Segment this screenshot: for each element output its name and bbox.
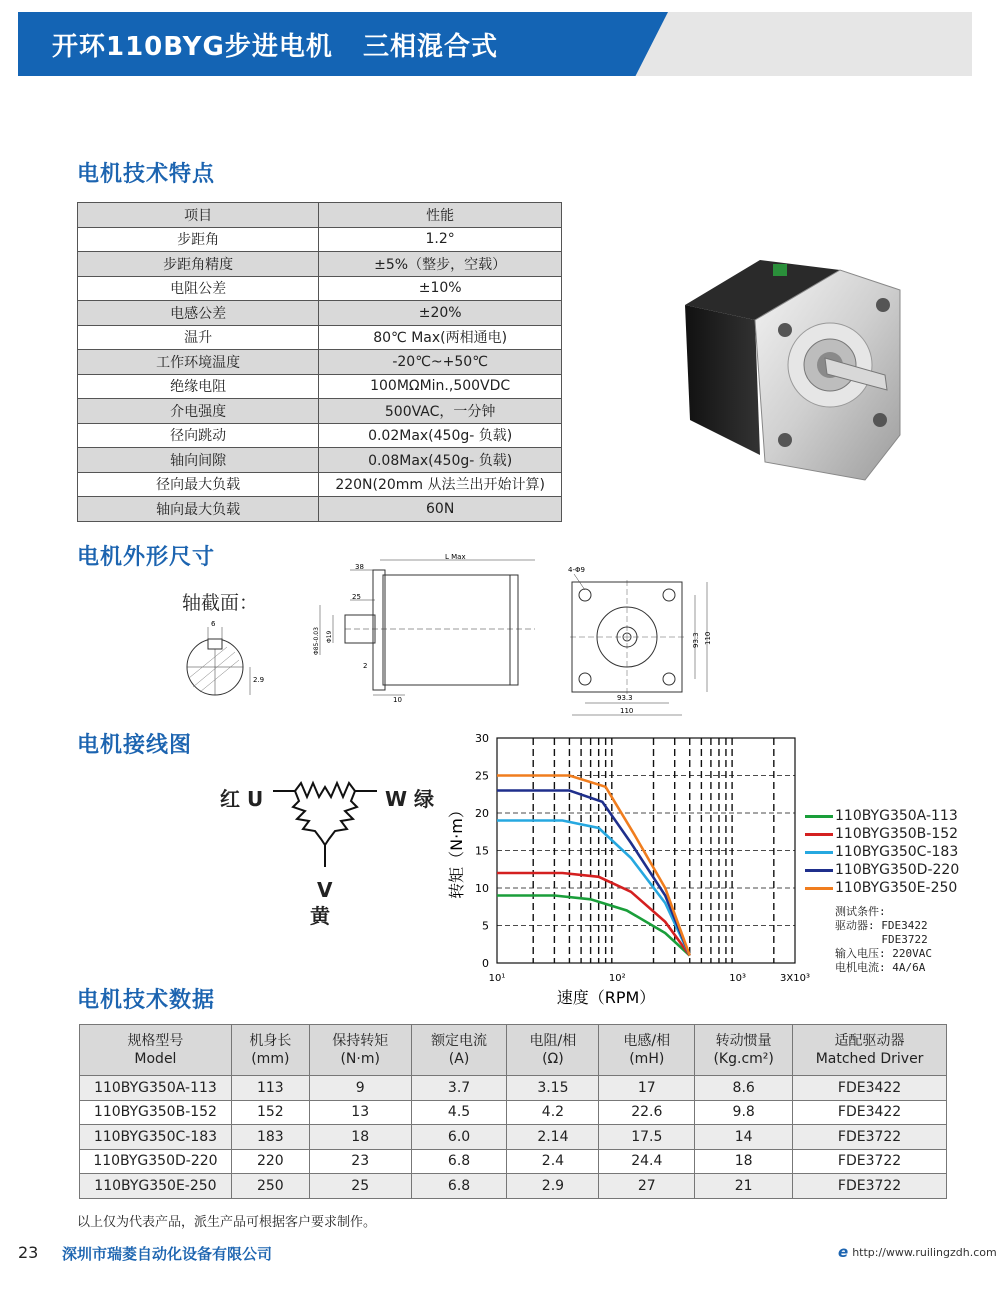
wire-u-label: 红 U xyxy=(220,787,264,811)
spec-header-line: 电阻/相 xyxy=(529,1033,577,1049)
legend-swatch xyxy=(805,851,833,854)
spec-cell: 23 xyxy=(309,1149,411,1174)
spec-header-line: 规格型号 xyxy=(127,1033,184,1049)
legend-label: 110BYG350E-250 xyxy=(835,880,958,896)
feature-item: 步距角 xyxy=(78,227,319,252)
side-view-drawing xyxy=(305,550,550,710)
y-tick-label: 10 xyxy=(475,882,489,895)
spec-column-header xyxy=(507,1025,599,1076)
data-heading: 电机技术数据 xyxy=(77,988,216,1013)
spec-header-line: 保持转矩 xyxy=(332,1033,389,1049)
spec-cell: 13 xyxy=(309,1100,411,1125)
feature-item: 轴向间隙 xyxy=(78,448,319,473)
spec-note: 以上仅为代表产品，派生产品可根据客户要求制作。 xyxy=(77,1215,377,1230)
spec-column-header xyxy=(309,1025,411,1076)
dim-93-h-label: 93.3 xyxy=(617,694,633,702)
feature-item: 介电强度 xyxy=(78,399,319,424)
shaft-section-label: 轴截面： xyxy=(182,592,259,614)
dim-phi19-label: Φ19 xyxy=(326,630,333,643)
feature-item: 工作环境温度 xyxy=(78,350,319,375)
feature-value: 性能 xyxy=(319,203,562,228)
table-row xyxy=(80,1100,947,1125)
spec-cell: 2.14 xyxy=(507,1125,599,1150)
feature-value: 0.02Max(450g- 负载) xyxy=(319,423,562,448)
feature-item: 径向最大负载 xyxy=(78,472,319,497)
spec-header-line: 适配驱动器 xyxy=(834,1033,905,1049)
table-row xyxy=(80,1125,947,1150)
spec-cell: 9 xyxy=(309,1076,411,1101)
feature-item: 绝缘电阻 xyxy=(78,374,319,399)
front-view-drawing xyxy=(560,560,720,720)
y-tick-label: 30 xyxy=(475,732,489,745)
spec-header-line: 机身长 xyxy=(249,1033,292,1049)
x-tick-label: 10² xyxy=(608,973,626,984)
dim-38-label: 38 xyxy=(355,563,364,571)
table-row xyxy=(78,423,562,448)
table-row xyxy=(78,399,562,424)
spec-cell: FDE3722 xyxy=(793,1149,947,1174)
company-name: 深圳市瑞菱自动化设备有限公司 xyxy=(62,1245,273,1263)
dim-25-label: 25 xyxy=(352,593,361,601)
legend-entry xyxy=(805,861,959,879)
wiring-diagram xyxy=(265,775,385,875)
spec-cell: 110BYG350A-113 xyxy=(80,1076,232,1101)
spec-cell: 152 xyxy=(231,1100,309,1125)
spec-column-header xyxy=(80,1025,232,1076)
table-row xyxy=(78,276,562,301)
dim-2-label: 2 xyxy=(363,662,368,670)
wire-v-label: V xyxy=(317,878,333,902)
dimensions-heading: 电机外形尺寸 xyxy=(77,545,216,570)
shaft-width-label: 6 xyxy=(211,620,216,628)
y-tick-label: 5 xyxy=(482,919,489,933)
legend-label: 110BYG350B-152 xyxy=(835,826,959,842)
table-row xyxy=(78,448,562,473)
spec-cell: 4.2 xyxy=(507,1100,599,1125)
legend-entry xyxy=(805,807,959,825)
legend-swatch xyxy=(805,869,833,872)
legend-swatch xyxy=(805,833,833,836)
table-row xyxy=(80,1174,947,1199)
chart-note-line: 测试条件: xyxy=(835,905,886,918)
spec-cell: 18 xyxy=(309,1125,411,1150)
spec-header-line: (A) xyxy=(448,1051,470,1067)
spec-cell: 3.15 xyxy=(507,1076,599,1101)
spec-cell: 18 xyxy=(695,1149,793,1174)
legend-entry xyxy=(805,879,959,897)
y-tick-label: 20 xyxy=(475,807,489,820)
spec-header-line: (mm) xyxy=(251,1051,290,1067)
spec-cell: 3.7 xyxy=(411,1076,507,1101)
spec-header-line: Model xyxy=(134,1051,177,1067)
spec-cell: FDE3422 xyxy=(793,1076,947,1101)
wire-w-label: W 绿 xyxy=(385,787,435,811)
spec-cell: 27 xyxy=(599,1174,695,1199)
feature-value: 500VAC，一分钟 xyxy=(319,399,562,424)
table-row xyxy=(78,350,562,375)
y-tick-label: 0 xyxy=(482,957,489,970)
table-row xyxy=(78,301,562,326)
spec-cell: 9.8 xyxy=(695,1100,793,1125)
spec-cell: 2.4 xyxy=(507,1149,599,1174)
table-row xyxy=(78,472,562,497)
feature-value: 220N(20mm 从法兰出开始计算) xyxy=(319,472,562,497)
spec-cell: 21 xyxy=(695,1174,793,1199)
shaft-flat-label: 2.9 xyxy=(253,676,265,684)
chart-note-line: 驱动器: FDE3422 xyxy=(835,919,928,932)
spec-cell: 113 xyxy=(231,1076,309,1101)
feature-value: 80℃ Max(两相通电) xyxy=(319,325,562,350)
y-tick-label: 15 xyxy=(475,844,489,858)
spec-column-header xyxy=(695,1025,793,1076)
website-url[interactable]: http://www.ruilingzdh.com xyxy=(852,1245,997,1259)
x-axis-label: 速度（RPM） xyxy=(556,988,656,1007)
dim-phi85-label: Φ85-0.03 xyxy=(313,627,320,655)
table-row xyxy=(78,325,562,350)
spec-cell: FDE3722 xyxy=(793,1125,947,1150)
browser-icon: e xyxy=(838,1243,849,1261)
feature-value: ±20% xyxy=(319,301,562,326)
spec-cell: 17.5 xyxy=(599,1125,695,1150)
feature-value: 100MΩMin.,500VDC xyxy=(319,374,562,399)
spec-header-line: (N·m) xyxy=(340,1051,380,1067)
spec-cell: 6.8 xyxy=(411,1149,507,1174)
feature-item: 项目 xyxy=(78,203,319,228)
table-row xyxy=(78,227,562,252)
table-header-row xyxy=(78,203,562,228)
x-tick-label: 10¹ xyxy=(488,973,506,984)
legend-entry xyxy=(805,843,959,861)
shaft-section-drawing xyxy=(175,612,275,712)
spec-column-header xyxy=(231,1025,309,1076)
feature-item: 电感公差 xyxy=(78,301,319,326)
spec-column-header xyxy=(793,1025,947,1076)
feature-value: ±5%（整步，空载） xyxy=(319,252,562,277)
spec-header-line: (Kg.cm²) xyxy=(713,1051,774,1067)
wiring-heading: 电机接线图 xyxy=(77,733,193,758)
spec-cell: 22.6 xyxy=(599,1100,695,1125)
spec-cell: 4.5 xyxy=(411,1100,507,1125)
dim-110-v-label: 110 xyxy=(704,631,712,645)
page-number: 23 xyxy=(18,1243,39,1262)
chart-note-line: FDE3722 xyxy=(835,933,928,946)
spec-header-line: 电感/相 xyxy=(623,1033,671,1049)
x-tick-label: 3X10³ xyxy=(780,973,810,984)
spec-header-line: 转动惯量 xyxy=(715,1033,772,1049)
spec-cell: 110BYG350E-250 xyxy=(80,1174,232,1199)
chart-note-line: 输入电压: 220VAC xyxy=(835,947,932,960)
table-row xyxy=(80,1076,947,1101)
y-axis-label: 转矩（N·m） xyxy=(447,802,466,899)
legend-swatch xyxy=(805,887,833,890)
legend-label: 110BYG350A-113 xyxy=(835,808,958,824)
legend-entry xyxy=(805,825,959,843)
feature-item: 电阻公差 xyxy=(78,276,319,301)
wire-v-color-label: 黄 xyxy=(310,904,330,928)
spec-cell: 6.0 xyxy=(411,1125,507,1150)
spec-cell: 110BYG350C-183 xyxy=(80,1125,232,1150)
spec-cell: FDE3722 xyxy=(793,1174,947,1199)
holes-label: 4-Φ9 xyxy=(568,566,585,574)
y-tick-label: 25 xyxy=(475,769,489,783)
feature-value: 0.08Max(450g- 负载) xyxy=(319,448,562,473)
chart-note-line: 电机电流: 4A/6A xyxy=(835,961,926,974)
spec-cell: 6.8 xyxy=(411,1174,507,1199)
spec-header-line: 额定电流 xyxy=(431,1033,488,1049)
spec-header-line: (mH) xyxy=(629,1051,665,1067)
spec-cell: 110BYG350B-152 xyxy=(80,1100,232,1125)
table-row xyxy=(78,497,562,522)
spec-header-line: (Ω) xyxy=(542,1051,564,1067)
spec-column-header xyxy=(599,1025,695,1076)
legend-label: 110BYG350C-183 xyxy=(835,844,959,860)
spec-cell: 250 xyxy=(231,1174,309,1199)
spec-cell: 8.6 xyxy=(695,1076,793,1101)
spec-cell: 17 xyxy=(599,1076,695,1101)
spec-cell: 220 xyxy=(231,1149,309,1174)
website-link[interactable] xyxy=(838,1243,997,1261)
spec-cell: 2.9 xyxy=(507,1174,599,1199)
dim-93-v-label: 93.3 xyxy=(692,632,700,648)
spec-cell: 24.4 xyxy=(599,1149,695,1174)
motor-photo xyxy=(665,250,925,490)
chart-legend xyxy=(805,807,959,897)
table-row xyxy=(80,1149,947,1174)
lmax-label: L Max xyxy=(445,553,466,561)
table-row xyxy=(78,252,562,277)
features-table xyxy=(77,202,562,522)
spec-cell: 183 xyxy=(231,1125,309,1150)
feature-value: -20℃~+50℃ xyxy=(319,350,562,375)
x-tick-label: 10³ xyxy=(729,973,746,984)
legend-label: 110BYG350D-220 xyxy=(835,862,960,878)
page-title: 开环110BYG步进电机 三相混合式 xyxy=(52,32,498,62)
spec-table xyxy=(79,1024,947,1199)
spec-cell: FDE3422 xyxy=(793,1100,947,1125)
dim-110-h-label: 110 xyxy=(620,707,634,715)
feature-value: 1.2° xyxy=(319,227,562,252)
feature-value: 60N xyxy=(319,497,562,522)
spec-column-header xyxy=(411,1025,507,1076)
feature-value: ±10% xyxy=(319,276,562,301)
feature-item: 步距角精度 xyxy=(78,252,319,277)
feature-item: 轴向最大负载 xyxy=(78,497,319,522)
features-heading: 电机技术特点 xyxy=(77,162,216,187)
spec-cell: 110BYG350D-220 xyxy=(80,1149,232,1174)
table-row xyxy=(78,374,562,399)
feature-item: 径向跳动 xyxy=(78,423,319,448)
legend-swatch xyxy=(805,815,833,818)
torque-speed-chart xyxy=(440,730,815,1010)
spec-header-line: Matched Driver xyxy=(815,1051,924,1067)
spec-cell: 14 xyxy=(695,1125,793,1150)
spec-cell: 25 xyxy=(309,1174,411,1199)
dim-10-label: 10 xyxy=(393,696,402,704)
chart-test-conditions xyxy=(835,905,932,975)
feature-item: 温升 xyxy=(78,325,319,350)
